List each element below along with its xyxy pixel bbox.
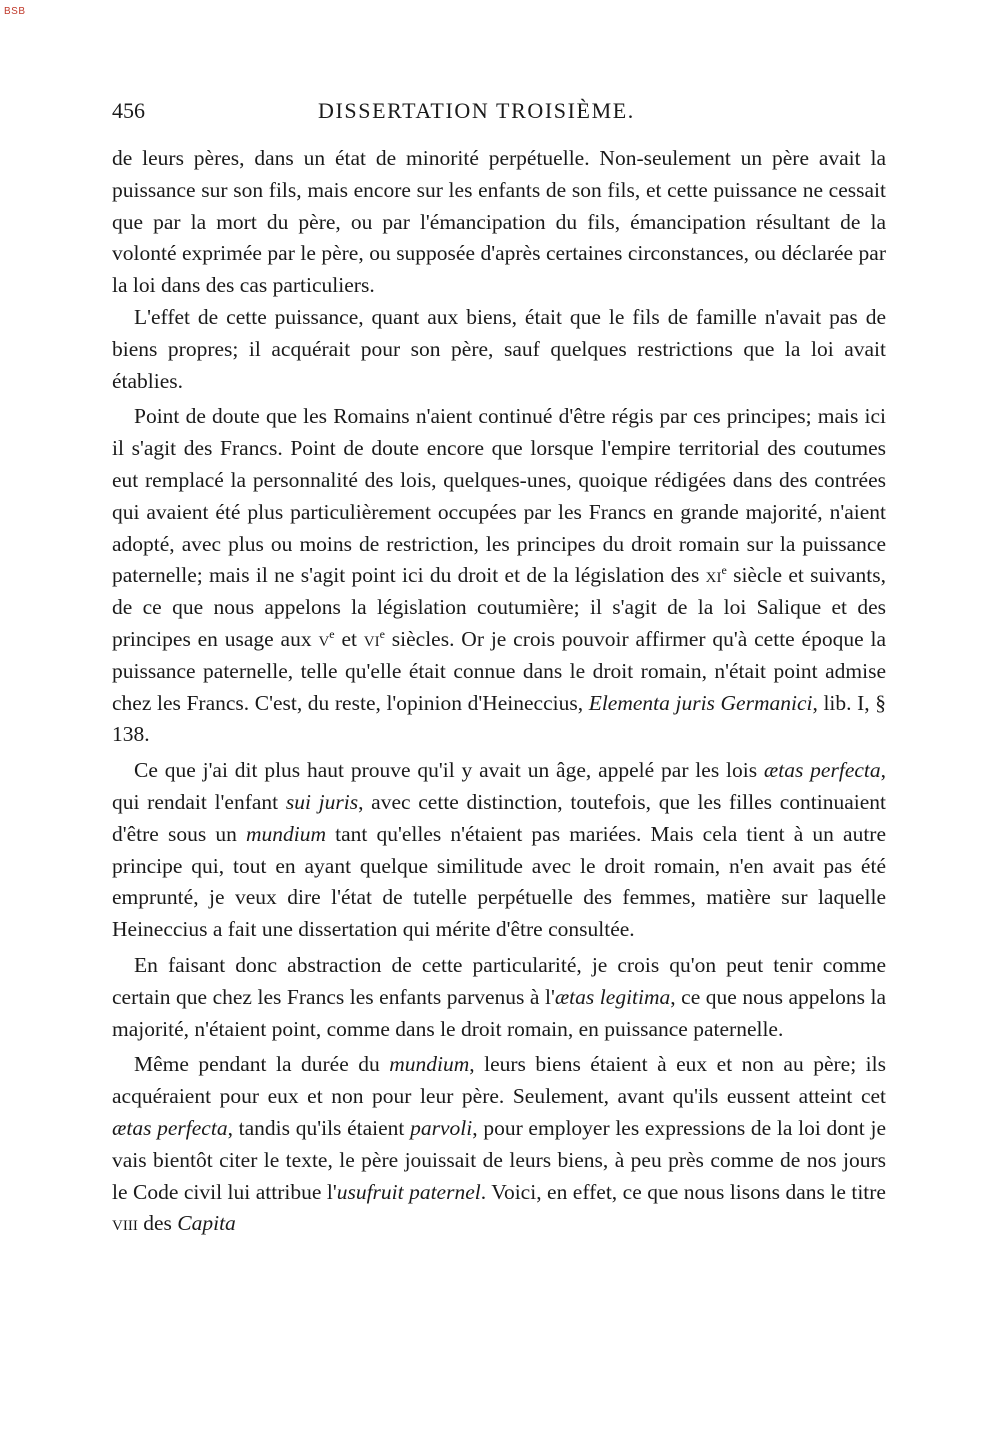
paragraph-4 <box>112 755 886 946</box>
paragraph-4-text-e: , avec cette distinction, toutefois, que les filles continuaient d'être sous un <box>112 789 887 846</box>
latin-term: mundium <box>245 821 326 846</box>
paragraph-3-text-d: siècles. Or je crois pouvoir affirmer qu'à cette époque la puissance paternelle, telle qu'elle était connue dans le droit romain, n'était point admise chez les Francs. C'est, du reste, l'opinion d'Heineccius, <box>112 626 886 715</box>
century-vi: vi <box>363 626 380 651</box>
running-title: DISSERTATION TROISIÈME. <box>318 98 635 123</box>
latin-term: Capita <box>177 1211 236 1236</box>
paragraph-4-text-a: Ce que j'ai dit plus haut prouve qu'il y avait un âge, appelé par les lois <box>134 758 764 783</box>
latin-term: ætas perfecta <box>112 1115 228 1140</box>
paragraph-3-text-a: Point de doute que les Romains n'aient continué d'être régis par ces principes; mais ici il s'agit des Francs. Point de doute encore que lorsque l'empire territorial des coutumes eut remplacé la personnalité des lois, quelques-unes, quoique rédigées dans des contrées qui avaient été plus particulièrement occupées par les Francs en grande majorité, n'aient adopté, avec plus ou moins de restriction, les principes du droit romain sur la puissance paternelle; mais il ne s'agit point ici du droit et de la législation des <box>112 404 886 588</box>
paragraph-6-text-j: des <box>137 1211 178 1236</box>
latin-term: ætas legitima <box>554 984 671 1009</box>
paragraph-4-text-g: tant qu'elles n'étaient pas mariées. Mais cela tient à un autre principe qui, tout en ayant quelque similitude avec le droit romain, n'en avait pas été emprunté, je veux dire l'état de tutelle perpétuelle des femmes, matière sur laquelle Heineccius a fait une dissertation qui mérite d'être consultée. <box>112 821 886 942</box>
library-watermark: BSB <box>4 6 26 17</box>
paragraph-2-text: L'effet de cette puissance, quant aux biens, était que le fils de famille n'avait pas de biens propres; il acquérait pour son père, sauf quelques restrictions que la loi avait établies. <box>112 304 886 393</box>
paragraph-6-text-e: , tandis qu'ils étaient <box>227 1115 411 1140</box>
paragraph-3-text-f: , lib. I, § 138. <box>112 690 886 747</box>
century-v: v <box>318 626 330 651</box>
paragraph-6 <box>112 1049 886 1240</box>
paragraph-2 <box>112 302 886 397</box>
latin-term: sui juris <box>285 789 359 814</box>
century-v-superscript: e <box>329 626 335 641</box>
paragraph-1 <box>112 143 886 302</box>
page-number: 456 <box>112 98 145 123</box>
paragraph-3 <box>112 401 886 751</box>
paragraph-5-text-a: En faisant donc abstraction de cette particularité, je crois qu'on peut tenir comme certain que chez les Francs les enfants parvenus à l' <box>112 952 886 1009</box>
latin-term: usufruit paternel <box>336 1179 481 1204</box>
century-vi-superscript: e <box>379 626 385 641</box>
paragraph-6-text-c: , leurs biens étaient à eux et non au père; ils acquéraient pour eux et non pour leur père. Seulement, avant qu'ils eussent atteint cet <box>112 1052 886 1109</box>
century-xi: xi <box>705 563 722 588</box>
paragraph-4-text-c: , qui rendait l'enfant <box>112 758 887 814</box>
century-xi-superscript: e <box>721 563 727 578</box>
paragraph-6-text-a: Même pendant la durée du <box>134 1052 390 1077</box>
running-header <box>112 98 887 132</box>
paragraph-6-text-g: , pour employer les expressions de la loi dont je vais bientôt citer le texte, le père jouissait de leurs biens, à peu près comme de nos jours le Code civil lui attribue l' <box>112 1115 886 1204</box>
latin-term: parvoli <box>410 1115 473 1140</box>
latin-term: ætas perfecta <box>763 758 881 783</box>
paragraph-3-text-c: et <box>334 626 364 651</box>
paragraph-6-text-i: . Voici, en effet, ce que nous lisons dans le titre <box>480 1179 886 1204</box>
latin-term: mundium <box>389 1052 470 1077</box>
title-number-viii: viii <box>112 1211 138 1236</box>
paragraph-5 <box>112 950 886 1045</box>
paragraph-5-text-c: , ce que nous appelons la majorité, n'étaient point, comme dans le droit romain, en puissance paternelle. <box>112 984 886 1041</box>
paragraph-3-text-b: siècle et suivants, de ce que nous appelons la législation coutumière; il s'agit de la loi Salique et des principes en usage aux <box>112 563 886 651</box>
paragraph-1-text: de leurs pères, dans un état de minorité perpétuelle. Non-seulement un père avait la puissance sur son fils, mais encore sur les enfants de son fils, et cette puissance ne cessait que par la mort du père, ou par l'émancipation du fils, émancipation résultant de la volonté exprimée par le père, ou supposée d'après certaines circonstances, ou déclarée par la loi dans des cas particuliers. <box>112 146 886 298</box>
page-body <box>112 143 886 1240</box>
citation-title: Elementa juris Germanici <box>588 690 813 715</box>
